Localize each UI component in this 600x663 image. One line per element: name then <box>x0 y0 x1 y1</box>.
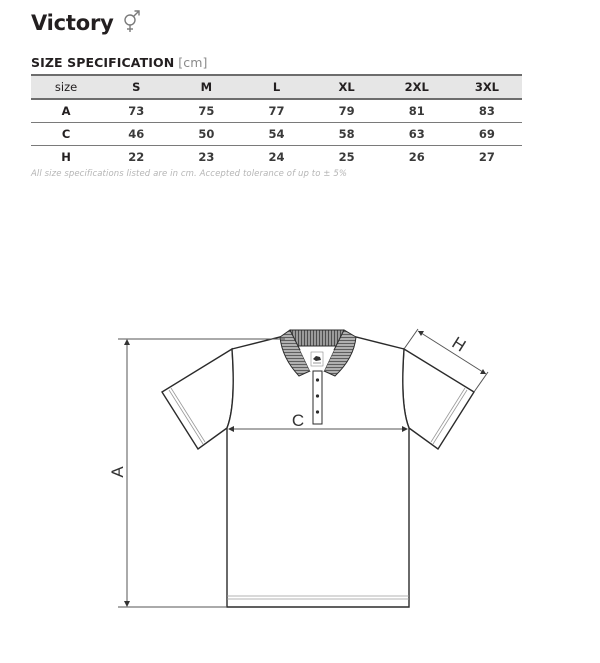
table-cell: 25 <box>338 150 355 164</box>
column-header: M <box>171 75 241 99</box>
column-header: 2XL <box>382 75 452 99</box>
table-cell: 27 <box>478 150 495 164</box>
table-cell: 54 <box>241 123 311 146</box>
table-cell: 22 <box>128 150 145 164</box>
table-cell: 83 <box>452 99 522 123</box>
unit-label: [cm] <box>178 55 208 70</box>
column-header: 3XL <box>452 75 522 99</box>
dimension-a-label: A <box>108 466 127 478</box>
table-cell: 63 <box>382 123 452 146</box>
button-dot <box>316 410 319 413</box>
row-label: A <box>31 99 101 123</box>
button-dot <box>316 394 319 397</box>
product-title: Victory <box>31 11 114 35</box>
column-header: size <box>31 75 101 99</box>
table-cell: 77 <box>241 99 311 123</box>
table-cell: 26 <box>408 150 425 164</box>
dimension-c-label: C <box>291 411 305 430</box>
table-cell: 50 <box>171 123 241 146</box>
button-dot <box>316 378 319 381</box>
brand-label-icon <box>311 352 323 366</box>
column-header: XL <box>312 75 382 99</box>
table-cell: 23 <box>198 150 215 164</box>
placket <box>313 371 322 424</box>
table-cell: 81 <box>382 99 452 123</box>
table-cell: 58 <box>312 123 382 146</box>
tolerance-footnote: All size specifications listed are in cm. Accepted tolerance of up to ± 5% <box>31 169 348 179</box>
row-label: C <box>31 123 101 146</box>
table-cell: 46 <box>101 123 171 146</box>
row-label: H <box>61 150 71 164</box>
table-cell: 73 <box>101 99 171 123</box>
table-cell: 75 <box>171 99 241 123</box>
column-header: L <box>241 75 311 99</box>
table-cell: 79 <box>312 99 382 123</box>
size-spec-heading-text: SIZE SPECIFICATION <box>31 55 175 70</box>
table-cell: 24 <box>268 150 285 164</box>
dimension-h-label: H <box>448 333 470 356</box>
column-header: S <box>101 75 171 99</box>
table-cell: 69 <box>452 123 522 146</box>
